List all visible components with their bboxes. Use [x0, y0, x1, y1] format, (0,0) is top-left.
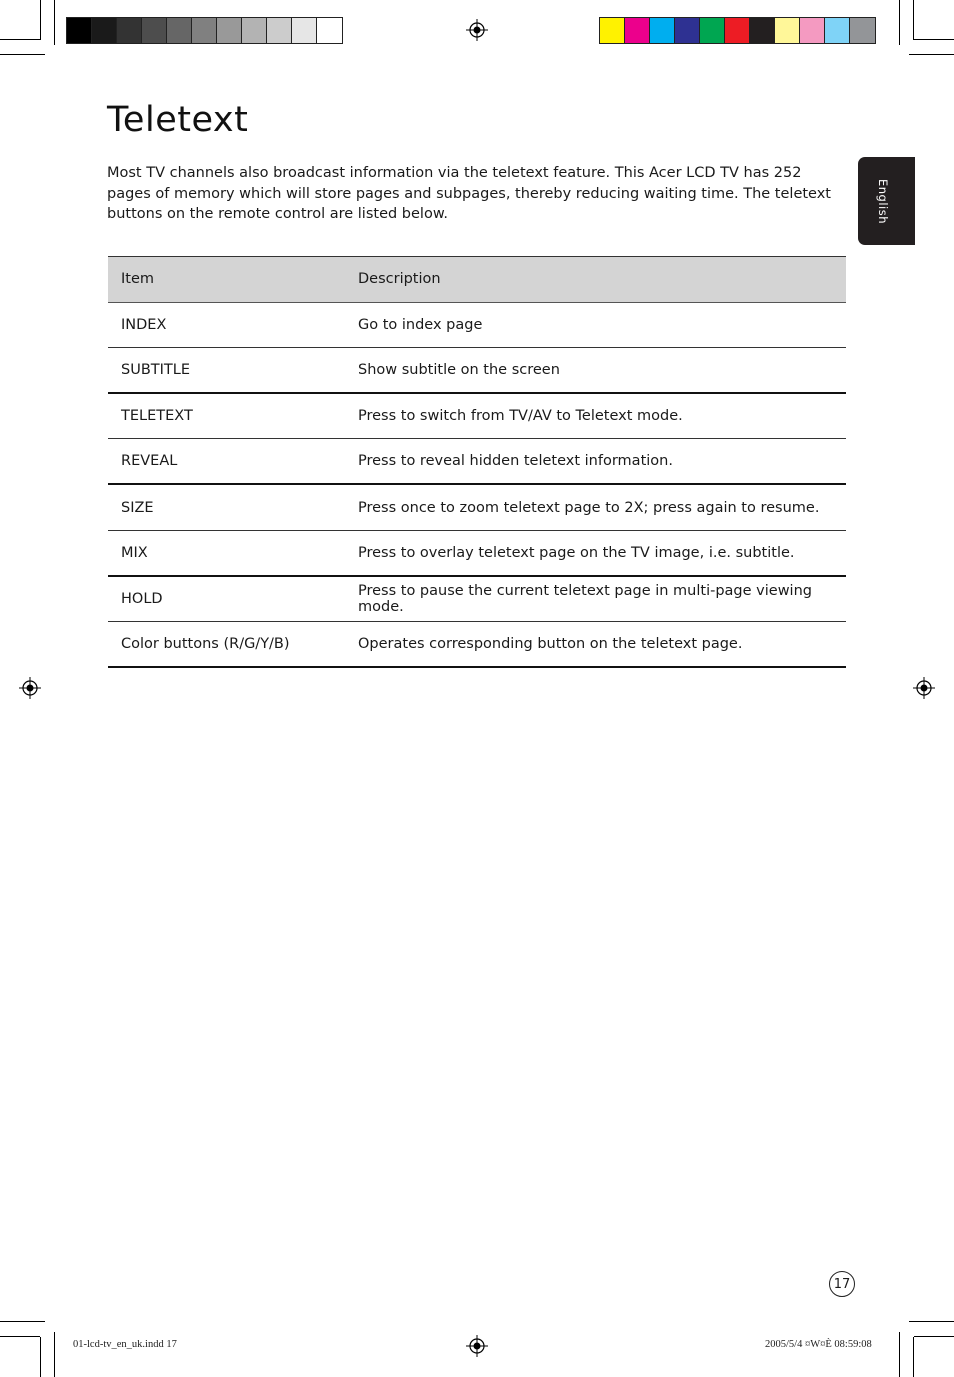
crop-mark [40, 1337, 41, 1377]
crop-mark [0, 39, 40, 40]
page-title: Teletext [107, 100, 249, 140]
gray-swatch [292, 18, 317, 43]
language-tab [858, 157, 915, 245]
crop-mark [909, 1321, 954, 1322]
crop-mark [913, 0, 914, 40]
slug-file-name: 01-lcd-tv_en_uk.indd 17 [73, 1339, 177, 1350]
gray-swatch [142, 18, 167, 43]
color-swatch [600, 18, 625, 43]
table-header-row [108, 257, 846, 303]
table-row [108, 302, 846, 348]
color-swatch [750, 18, 775, 43]
color-swatch [850, 18, 875, 43]
color-swatch [825, 18, 850, 43]
table-row [108, 348, 846, 394]
intro-paragraph: Most TV channels also broadcast information via the teletext feature. This Acer LCD TV has 252 pages of memory which will store pages and subpages, thereby reducing waiting time. The teletext buttons on the remote control are listed below. [107, 165, 831, 223]
header-item: Item [108, 257, 345, 303]
row-item: MIX [108, 530, 345, 576]
teletext-buttons-table [108, 256, 846, 668]
crop-mark [909, 54, 954, 55]
row-description: Press to overlay teletext page on the TV image, i.e. subtitle. [345, 530, 846, 576]
page-number: 17 [829, 1271, 855, 1297]
row-description: Operates corresponding button on the teletext page. [345, 621, 846, 667]
crop-mark [0, 1321, 45, 1322]
row-item: TELETEXT [108, 393, 345, 439]
crop-mark [0, 54, 45, 55]
crop-mark [40, 0, 41, 40]
row-description: Press to pause the current teletext page in multi-page viewing mode. [345, 576, 846, 622]
crop-mark [54, 0, 55, 45]
row-item: SIZE [108, 484, 345, 530]
table-row [108, 530, 846, 576]
gray-swatch [192, 18, 217, 43]
gray-swatch [217, 18, 242, 43]
table-row [108, 576, 846, 622]
crop-mark [899, 0, 900, 45]
grayscale-swatch-bar [66, 17, 343, 44]
language-tab-label: English [876, 179, 890, 225]
crop-mark [899, 1332, 900, 1377]
registration-mark-icon [466, 19, 488, 41]
color-swatch [625, 18, 650, 43]
row-item: REVEAL [108, 439, 345, 485]
slug-timestamp: 2005/5/4 ¤W¤È 08:59:08 [765, 1339, 872, 1350]
color-swatch [775, 18, 800, 43]
row-description: Press once to zoom teletext page to 2X; press again to resume. [345, 484, 846, 530]
row-item: Color buttons (R/G/Y/B) [108, 621, 345, 667]
row-description: Go to index page [345, 302, 846, 348]
crop-mark [914, 39, 954, 40]
gray-swatch [167, 18, 192, 43]
gray-swatch [267, 18, 292, 43]
crop-mark [914, 1336, 954, 1337]
crop-mark [0, 1336, 40, 1337]
crop-mark [54, 1332, 55, 1377]
table-row [108, 484, 846, 530]
gray-swatch [317, 18, 342, 43]
color-swatch [700, 18, 725, 43]
color-swatch [675, 18, 700, 43]
color-swatch-bar [599, 17, 876, 44]
gray-swatch [242, 18, 267, 43]
gray-swatch [92, 18, 117, 43]
registration-mark-icon [466, 1335, 488, 1357]
color-swatch [650, 18, 675, 43]
row-item: SUBTITLE [108, 348, 345, 394]
color-swatch [725, 18, 750, 43]
row-description: Press to reveal hidden teletext information. [345, 439, 846, 485]
row-item: HOLD [108, 576, 345, 622]
table-row [108, 393, 846, 439]
gray-swatch [117, 18, 142, 43]
registration-mark-icon [913, 677, 935, 699]
header-description: Description [345, 257, 846, 303]
gray-swatch [67, 18, 92, 43]
table-row [108, 621, 846, 667]
registration-mark-icon [19, 677, 41, 699]
color-swatch [800, 18, 825, 43]
table-row [108, 439, 846, 485]
row-item: INDEX [108, 302, 345, 348]
row-description: Show subtitle on the screen [345, 348, 846, 394]
crop-mark [913, 1337, 914, 1377]
row-description: Press to switch from TV/AV to Teletext mode. [345, 393, 846, 439]
